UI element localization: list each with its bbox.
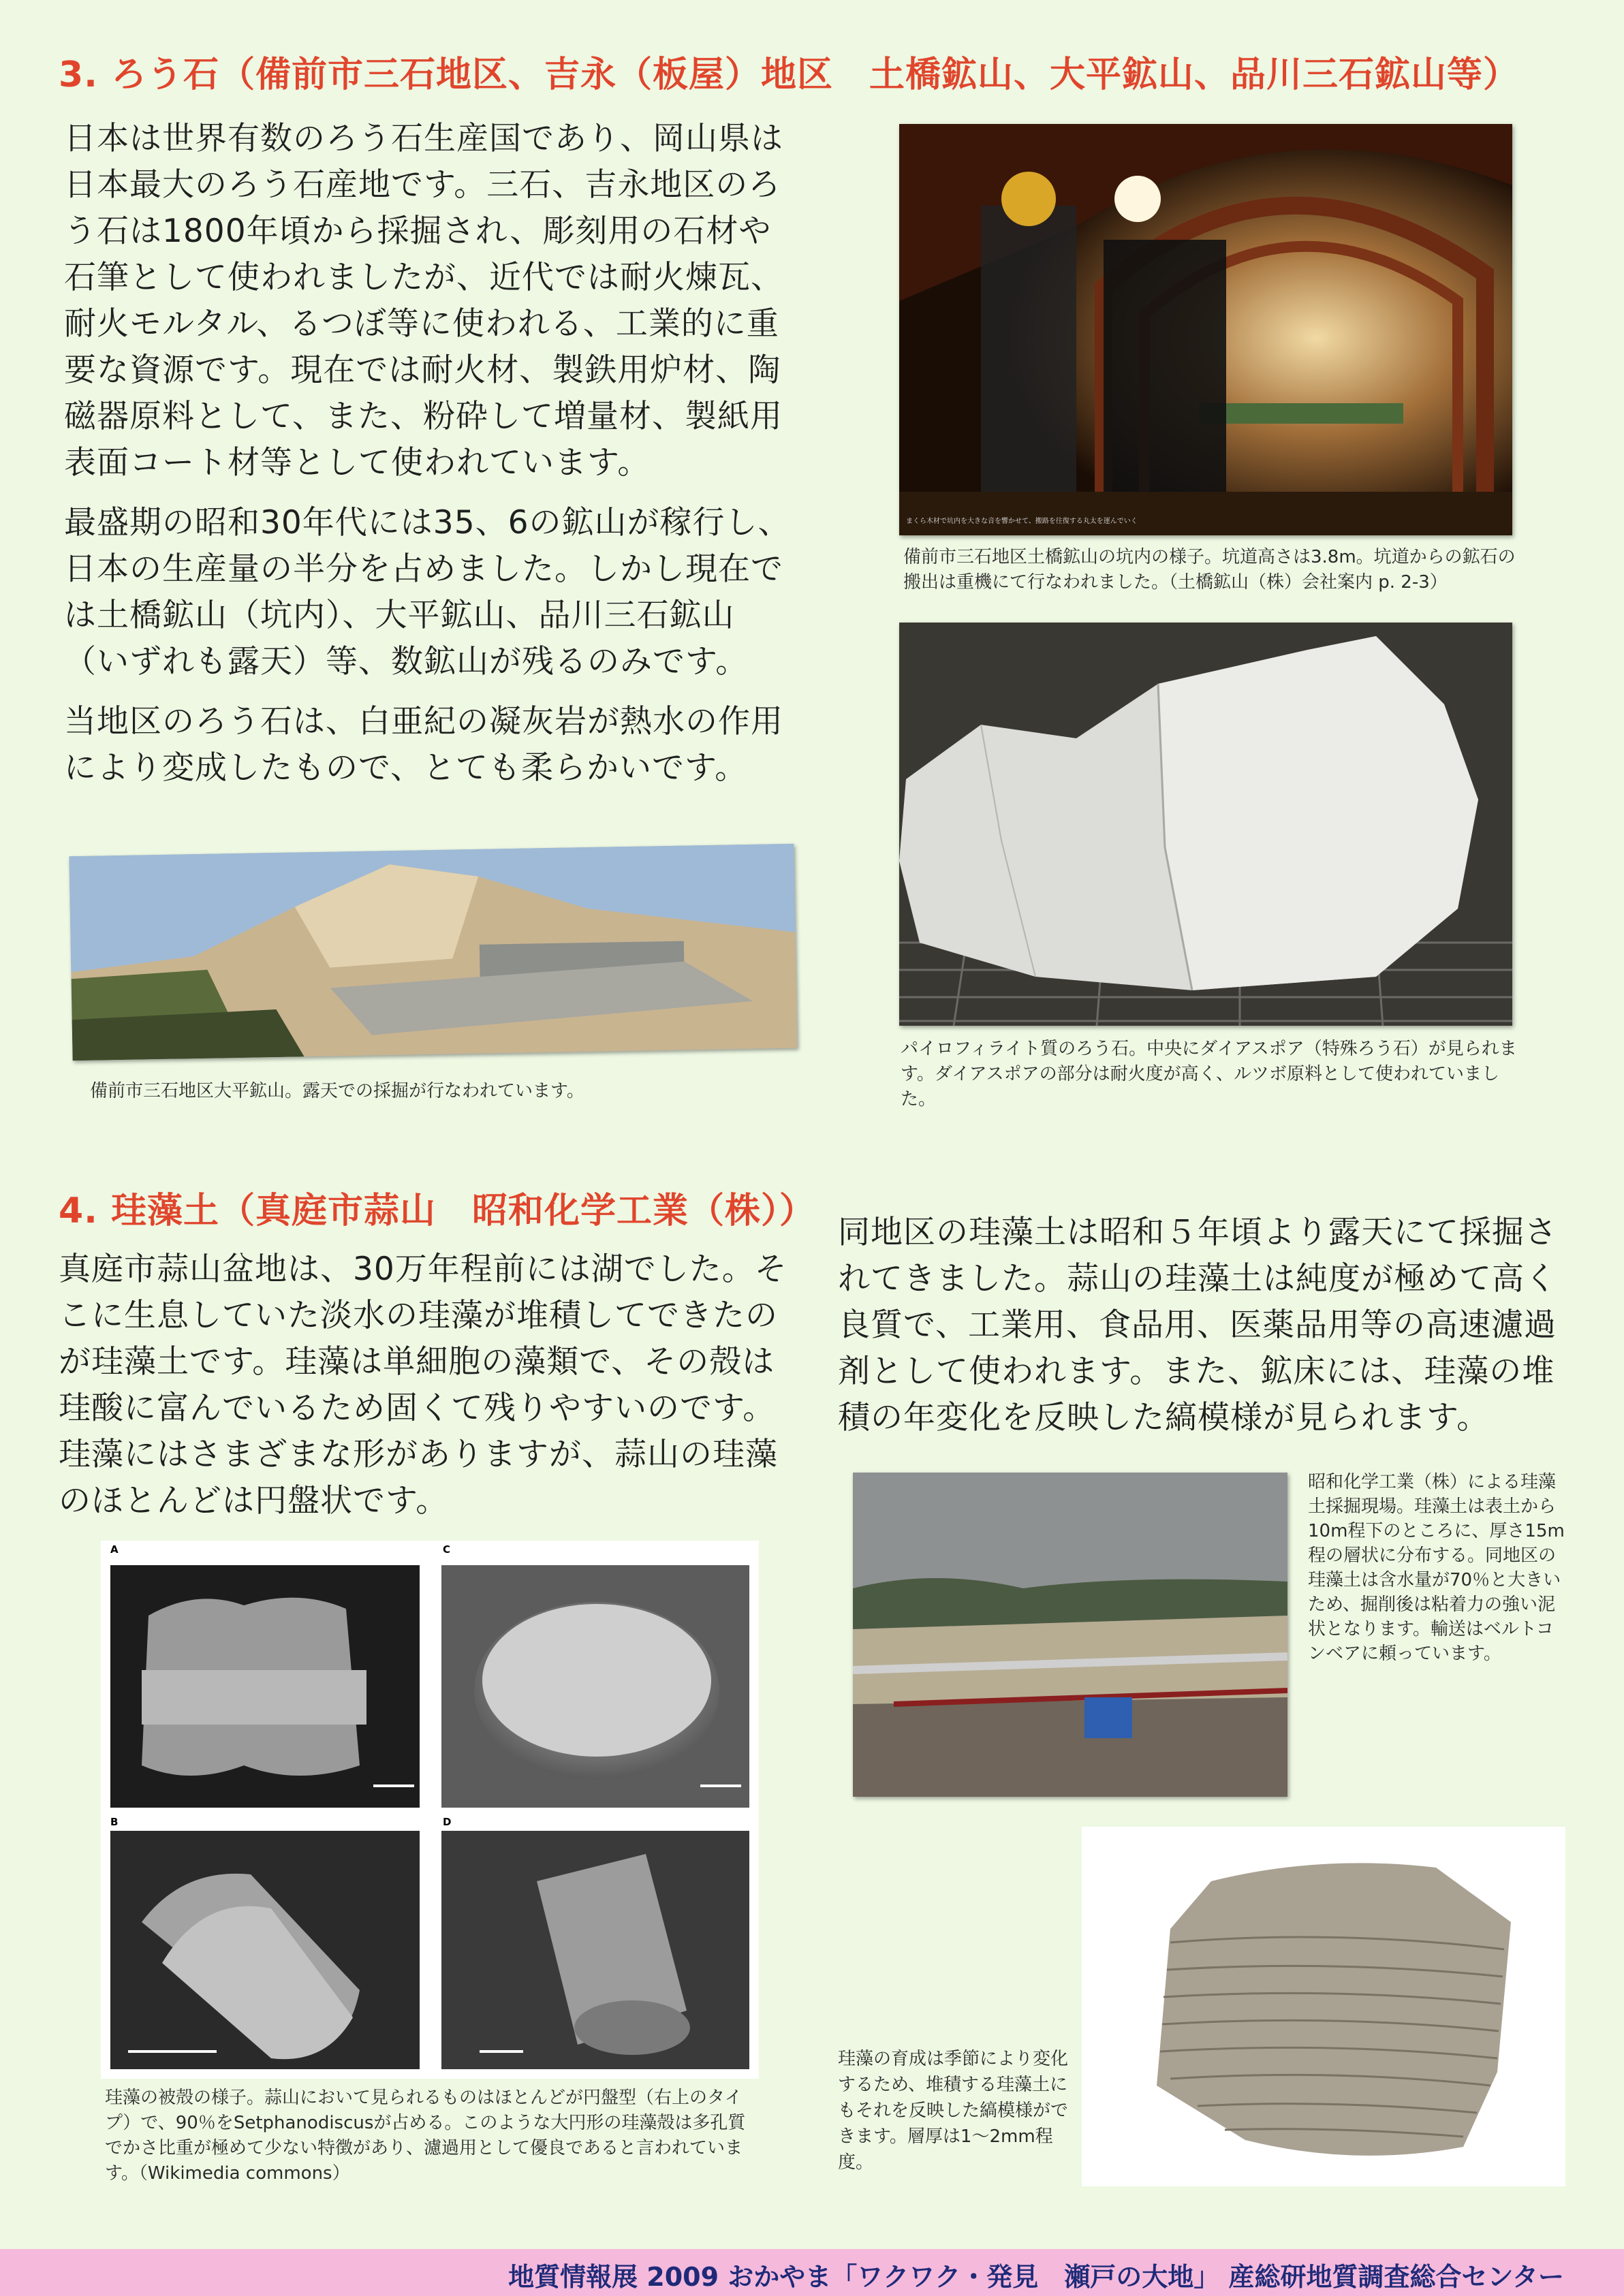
diatom-panel-label-c: C [443,1543,451,1556]
footer-text: 地質情報展 2009 おかやま「ワクワク・発見 瀬戸の大地」 産総研地質調査総合センター [508,2262,1564,2292]
mine-tunnel-photo [899,124,1512,535]
mine-photo-note: まくら木材で坑内を大きな音を響かせて、搬路を往復する丸太を運んでいく [906,518,1138,525]
section3-paragraph-2: 最盛期の昭和30年代には35、6の鉱山が稼行し、日本の生産量の半分を占めました。しかし現在では土橋鉱山（坑内）、大平鉱山、品川三石鉱山（いずれも露天）等、数鉱山が残るのみです。 [64,504,791,680]
mine-tunnel-caption: 備前市三石地区土橋鉱山の坑内の様子。坑道高さは3.8m。坑道からの鉱石の搬出は重機にて行なわれました。（土橋鉱山（株）会社案内 p. 2-3） [903,547,1516,593]
diatom-caption: 珪藻の被殻の様子。蒜山において見られるものはほとんどが円盤型（右上のタイプ）で、90％をSetphanodiscusが占める。このような大円形の珪藻殻は多孔質でかさ比重が極めて少ない特徴があり、濾過用として優良であると言われています。（Wikimedia commons） [105,2088,746,2184]
ohira-mine-caption: 備前市三石地区大平鉱山。露天での採掘が行なわれています。 [90,1081,584,1101]
section4-heading: 4. 珪藻土（真庭市蒜山 昭和化学工業（株）） [59,1191,816,1231]
diatom-panel-label-d: D [443,1816,452,1828]
section3-body [64,116,800,805]
diatomite-quarry-photo [853,1473,1287,1797]
roseki-rock-caption: パイロフィライト質のろう石。中央にダイアスポア（特殊ろう石）が見られます。ダイアスポアの部分は耐火度が高く、ルツボ原料として使われていました。 [901,1039,1517,1110]
section4-left-text: 真庭市蒜山盆地は、30万年程前には湖でした。そこに生息していた淡水の珪藻が堆積してできたのが珪藻土です。珪藻は単細胞の藻類で、その殻は珪酸に富んでいるため固くて残りやすいのです。珪藻にはさまざまな形がありますが、蒜山の珪藻のほとんどは円盤状です。 [59,1251,787,1520]
diatom-sem-figure [101,1541,759,2079]
diatom-panel-label-a: A [110,1543,119,1556]
footer-bar [0,2249,1624,2296]
diatomite-sample-caption: 珪藻の育成は季節により変化するため、堆積する珪藻土にもそれを反映した縞模様ができます。層厚は1〜2mm程度。 [838,2049,1069,2173]
section3-heading: 3. ろう石（備前市三石地区、吉永（板屋）地区 土橋鉱山、大平鉱山、品川三石鉱山等） [59,54,1520,95]
diatom-panel-label-b: B [110,1816,119,1828]
diatomite-sample-photo [1082,1827,1565,2186]
section3-paragraph-3: 当地区のろう石は、白亜紀の凝灰岩が熱水の作用により変成したもので、とても柔らかいです。 [64,703,783,787]
ohira-mine-panorama-photo [69,844,797,1061]
section3-paragraph-1: 日本は世界有数のろう石生産国であり、岡山県は日本最大のろう石産地です。三石、吉永地区のろう石は1800年頃から採掘され、彫刻用の石材や石筆として使われましたが、近代では耐火煉瓦、耐火モルタル、るつぼ等に使われる、工業的に重要な資源です。現在では耐火材、製鉄用炉材、陶磁器原料として、また、粉砕して増量材、製紙用表面コート材等として使われています。 [64,120,783,482]
roseki-rock-photo [899,623,1512,1026]
section4-right-text: 同地区の珪藻土は昭和５年頃より露天にて採掘されてきました。蒜山の珪藻土は純度が極めて高く良質で、工業用、食品用、医薬品用等の高速濾過剤として使われます。また、鉱床には、珪藻の堆積の年変化を反映した縞模様が見られます。 [838,1214,1557,1436]
diatomite-quarry-caption: 昭和化学工業（株）による珪藻土採掘現場。珪藻土は表土から10m程下のところに、厚さ15m程の層状に分布する。同地区の珪藻土は含水量が70％と大きいため、掘削後は粘着力の強い泥状となります。輸送はベルトコンベアに頼っています。 [1308,1472,1565,1664]
